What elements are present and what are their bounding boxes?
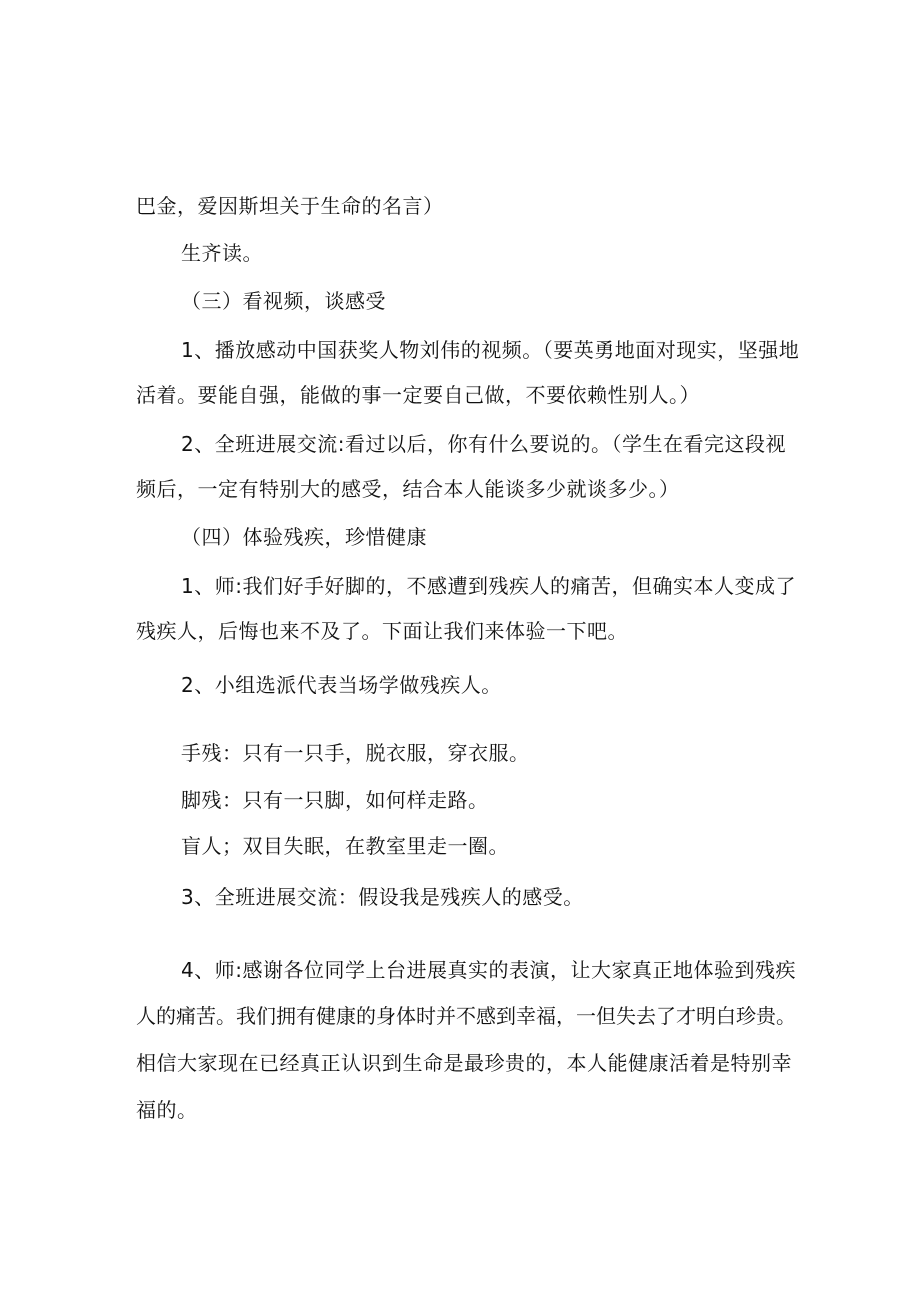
- section-heading-4: （四）体验残疾，珍惜健康: [181, 525, 427, 549]
- text-line-7: 频后，一定有特别大的感受，结合本人能谈多少就谈多少。）: [136, 477, 680, 501]
- text-line-19: 福的。: [136, 1098, 198, 1122]
- text-line-5: 活着。要能自强，能做的事一定要自己做，不要依赖性别人。）: [136, 383, 700, 407]
- text-line-11: 2、小组选派代表当场学做残疾人。: [181, 673, 502, 697]
- text-line-12: 手残：只有一只手，脱衣服，穿衣服。: [181, 741, 530, 765]
- text-line-18: 相信大家现在已经真正认识到生命是最珍贵的，本人能健康活着是特别幸: [136, 1051, 792, 1075]
- text-line-15: 3、全班进展交流：假设我是残疾人的感受。: [181, 885, 584, 909]
- text-line-17: 人的痛苦。我们拥有健康的身体时并不感到幸福，一但失去了才明白珍贵。: [136, 1004, 796, 1028]
- text-line-10: 残疾人，后悔也来不及了。下面让我们来体验一下吧。: [136, 619, 628, 643]
- text-line-2: 生齐读。: [181, 241, 263, 265]
- text-line-4: 1、播放感动中国获奖人物刘伟的视频。（要英勇地面对现实，坚强地: [181, 338, 800, 362]
- text-line-16: 4、师:感谢各位同学上台进展真实的表演，让大家真正地体验到残疾: [181, 958, 796, 982]
- text-line-1: 巴金，爱因斯坦关于生命的名言）: [136, 194, 444, 218]
- section-heading-3: （三）看视频，谈感受: [181, 289, 386, 313]
- text-line-13: 脚残：只有一只脚，如何样走路。: [181, 788, 489, 812]
- text-line-9: 1、师:我们好手好脚的，不感遭到残疾人的痛苦，但确实本人变成了: [181, 574, 796, 598]
- text-line-14: 盲人；双目失眠，在教室里走一圈。: [181, 834, 509, 858]
- text-line-6: 2、全班进展交流:看过以后，你有什么要说的。（学生在看完这段视: [181, 432, 786, 456]
